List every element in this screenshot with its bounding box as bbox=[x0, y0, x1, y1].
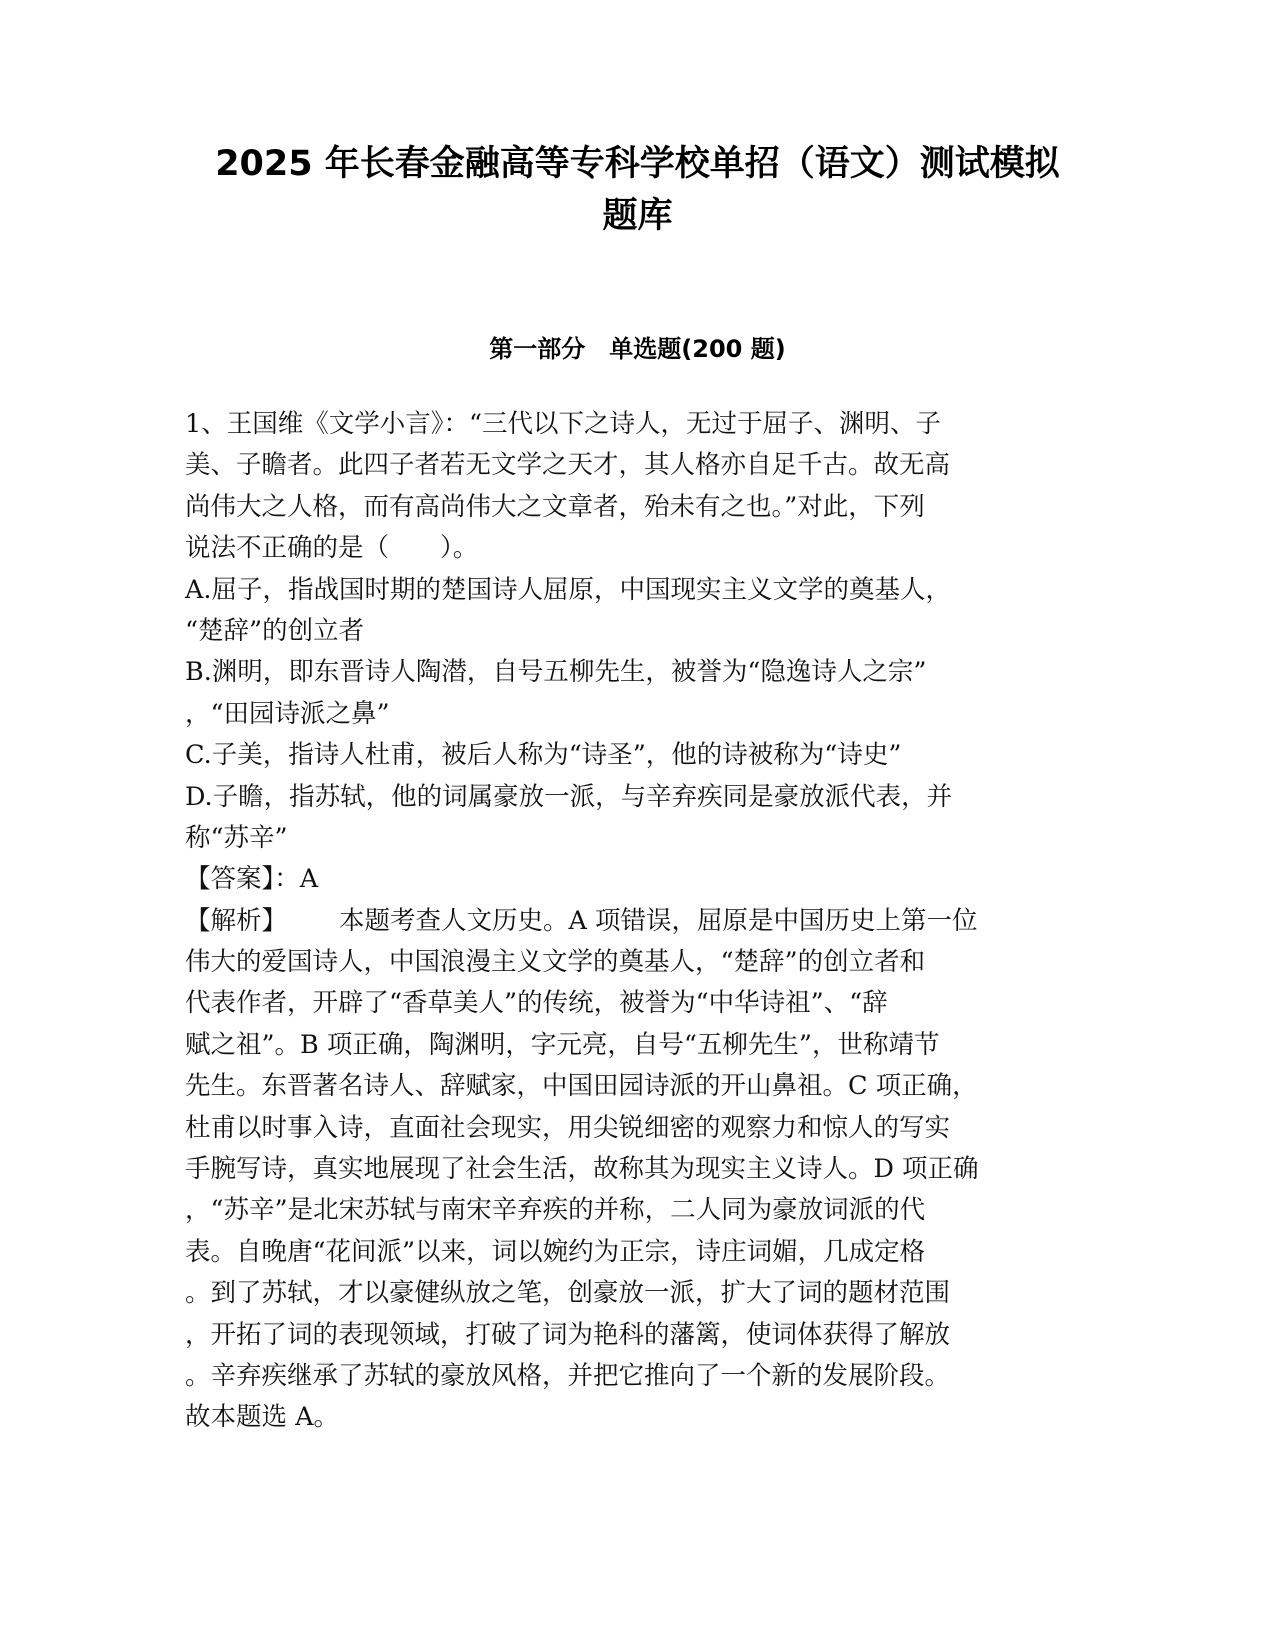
question-stem-line: 1、王国维《文学小言》：“三代以下之诗人，无过于屈子、渊明、子 bbox=[185, 409, 942, 439]
title-line-1: 2025 年长春金融高等专科学校单招（语文）测试模拟 bbox=[215, 144, 1060, 184]
question-block bbox=[185, 404, 1095, 1439]
analysis-line: 赋之祖”。B 项正确，陶渊明，字元亮，自号“五柳先生”，世称靖节 bbox=[185, 1029, 940, 1060]
option-a-line: “楚辞”的创立者 bbox=[185, 615, 365, 646]
analysis-line: 先生。东晋著名诗人、辞赋家，中国田园诗派的开山鼻祖。C 项正确， bbox=[185, 1071, 978, 1102]
option-b-line: ，“田园诗派之鼻” bbox=[185, 698, 390, 729]
option-d-line: D.子瞻，指苏轼，他的词属豪放一派，与辛弃疾同是豪放派代表，并 bbox=[185, 781, 953, 812]
answer-value: A bbox=[299, 864, 319, 895]
question-stem-line: 尚伟大之人格，而有高尚伟大之文章者，殆未有之也。”对此，下列 bbox=[185, 491, 925, 522]
answer-line bbox=[185, 859, 1095, 900]
title-line-2: 题库 bbox=[602, 196, 673, 236]
analysis-line: 伟大的爱国诗人，中国浪漫主义文学的奠基人，“楚辞”的创立者和 bbox=[185, 947, 926, 978]
answer-label: 【答案】： bbox=[185, 864, 300, 895]
analysis-line: 代表作者，开辟了“香草美人”的传统，被誉为“中华诗祖”、“辞 bbox=[185, 988, 888, 1019]
analysis-label: 【解析】 bbox=[185, 905, 288, 936]
question-stem-line: 说法不正确的是（ ）。 bbox=[185, 533, 479, 564]
analysis-line: ，“苏辛”是北宋苏轼与南宋辛弃疾的并称，二人同为豪放词派的代 bbox=[185, 1195, 926, 1226]
analysis-line: 表。自晚唐“花间派”以来，词以婉约为正宗，诗庄词媚，几成定格 bbox=[185, 1236, 926, 1267]
option-c-line: C.子美，指诗人杜甫，被后人称为“诗圣”，他的诗被称为“诗史” bbox=[185, 740, 902, 771]
section-heading: 第一部分 单选题(200 题) bbox=[489, 335, 786, 363]
analysis-line: 手腕写诗，真实地展现了社会生活，故称其为现实主义诗人。D 项正确 bbox=[185, 1154, 979, 1185]
analysis-line bbox=[185, 901, 1095, 942]
analysis-line: 。辛弃疾继承了苏轼的豪放风格，并把它推向了一个新的发展阶段。 bbox=[185, 1360, 951, 1391]
analysis-line: 杜甫以时事入诗，直面社会现实，用尖锐细密的观察力和惊人的写实 bbox=[185, 1112, 951, 1143]
analysis-line: 故本题选 A。 bbox=[185, 1402, 340, 1433]
option-b-line: B.渊明，即东晋诗人陶潜，自号五柳先生，被誉为“隐逸诗人之宗” bbox=[185, 657, 927, 688]
analysis-line: 。到了苏轼，才以豪健纵放之笔，创豪放一派，扩大了词的题材范围 bbox=[185, 1278, 951, 1309]
question-stem-line: 美、子瞻者。此四子者若无文学之天才，其人格亦自足千古。故无高 bbox=[185, 450, 951, 481]
option-d-line: 称“苏辛” bbox=[185, 822, 288, 853]
analysis-line: ，开拓了词的表现领域，打破了词为艳科的藩篱，使词体获得了解放 bbox=[185, 1319, 951, 1350]
option-a-line: A.屈子，指战国时期的楚国诗人屈原，中国现实主义文学的奠基人， bbox=[185, 574, 952, 605]
document-title bbox=[150, 138, 1125, 242]
analysis-first-text: 本题考查人文历史。A 项错误，屈原是中国历史上第一位 bbox=[339, 905, 978, 936]
